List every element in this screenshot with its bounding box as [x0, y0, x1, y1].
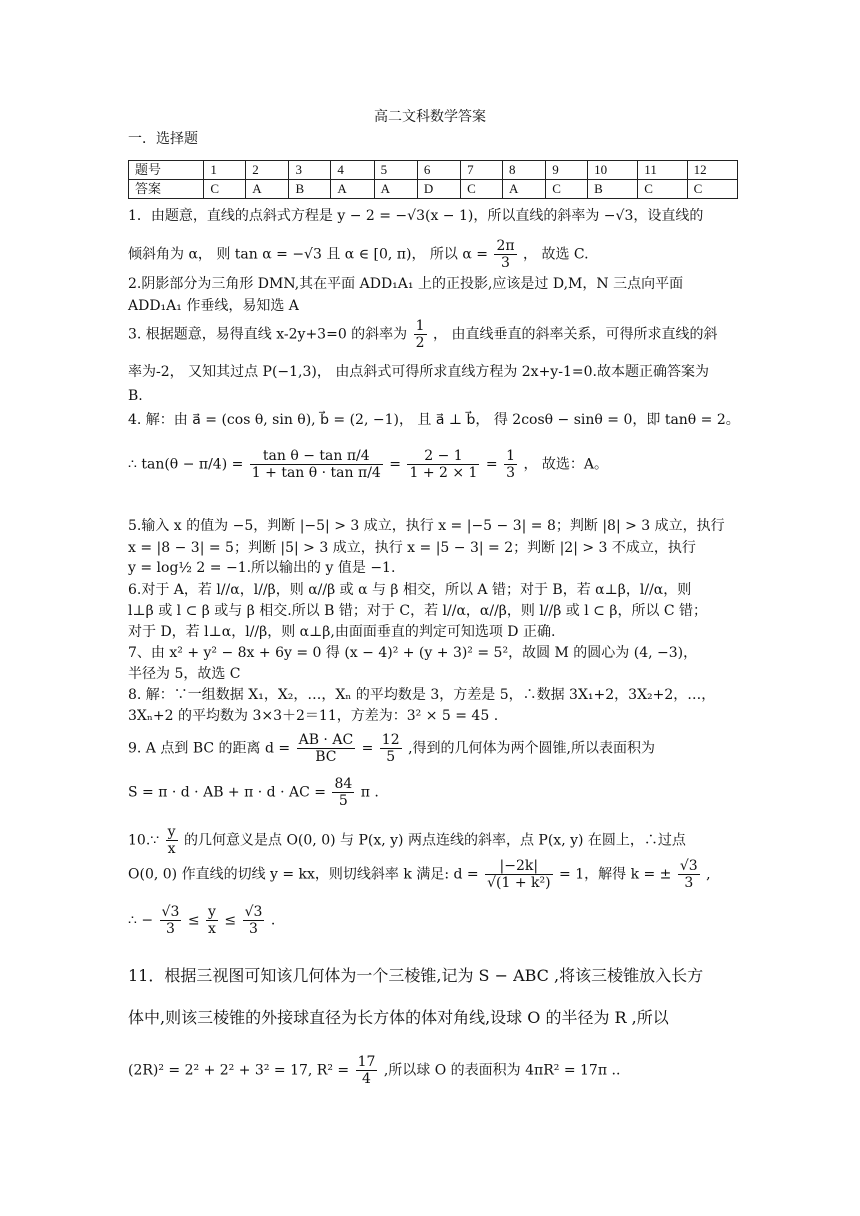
q9-line1	[128, 732, 740, 765]
q9-text: ,得到的几何体为两个圆锥,所以表面积为	[408, 740, 655, 757]
table-row-header	[129, 161, 738, 180]
table-cell: A	[246, 180, 289, 199]
fraction	[494, 238, 516, 271]
numerator: y	[208, 904, 216, 920]
numerator: |−2k|	[485, 858, 552, 875]
numerator: √3	[679, 858, 698, 874]
q11-line3	[128, 1054, 740, 1087]
table-cell: 8	[502, 161, 545, 180]
table-cell: 12	[687, 161, 737, 180]
table-cell: C	[687, 180, 737, 199]
q10-text: O(0, 0) 作直线的切线 y = kx，则切线斜率 k 满足: d =	[128, 866, 479, 883]
numerator: tan θ − tan π/4	[250, 448, 383, 465]
table-cell: A	[374, 180, 417, 199]
table-cell: 6	[417, 161, 460, 180]
numerator: √3	[244, 904, 263, 920]
q8-line1: 8. 解：∵一组数据 X₁，X₂，…，Xₙ 的平均数是 3，方差是 5，∴数据 3X₁+2，3X₂+2，…，	[128, 687, 716, 703]
denominator: 3	[506, 465, 516, 481]
table-cell: C	[638, 180, 687, 199]
q11-line2: 体中,则该三棱锥的外接球直径为长方体的体对角线,设球 O 的半径为 R ,所以	[128, 1008, 669, 1027]
table-cell: 1	[204, 161, 246, 180]
q11-text: (2R)² = 2² + 2² + 3² = 17, R² =	[128, 1062, 350, 1079]
page-title: 高二文科数学答案	[374, 109, 486, 125]
denominator: 3	[501, 255, 510, 271]
table-cell: 答案	[129, 180, 204, 199]
q4-text: =	[485, 456, 498, 473]
table-cell: C	[546, 180, 588, 199]
q10-text: ∴ −	[128, 912, 154, 929]
numerator: y	[167, 824, 176, 840]
table-cell: 2	[246, 161, 289, 180]
q3-line3: B.	[128, 388, 143, 404]
fraction	[160, 904, 182, 937]
q1-line2	[128, 238, 740, 271]
q11-text: ,所以球 O 的表面积为 4πR² = 17π ..	[383, 1062, 621, 1079]
q3-text: ， 由直线垂直的斜率关系，可得所求直线的斜	[433, 326, 718, 343]
fraction	[332, 776, 354, 809]
denominator: x	[208, 921, 216, 937]
q1-text: 倾斜角为 α， 则 tan α = −√3 且 α ∈ [0, π)， 所以 α =	[128, 246, 488, 263]
table-cell: 9	[546, 161, 588, 180]
q11-line1: 11．根据三视图可知该几何体为一个三棱锥,记为 S − ABC ,将该三棱锥放入长方	[128, 966, 704, 985]
q6-line2: l⊥β 或 l ⊂ β 或与 β 相交.所以 B 错；对于 C，若 l//α，α//β，则 l//β 或 l ⊂ β，所以 C 错；	[128, 603, 708, 619]
q9-text: S = π · d · AB + π · d · AC =	[128, 784, 326, 801]
q10-line1	[128, 824, 740, 857]
q3-line2: 率为-2， 又知其过点 P(−1,3)， 由点斜式可得所求直线方程为 2x+y-1=0.故本题正确答案为	[128, 364, 709, 380]
q10-text: ,	[706, 866, 711, 883]
numerator: 2π	[496, 238, 515, 254]
q4-text: =	[389, 456, 402, 473]
table-cell: 3	[289, 161, 331, 180]
q1-text: ， 故选 C.	[523, 246, 589, 263]
section-heading: 一．选择题	[128, 131, 198, 147]
fraction	[297, 732, 356, 765]
q10-text: 10.∵	[128, 832, 160, 849]
table-cell: A	[502, 180, 545, 199]
q7-line2: 半径为 5，故选 C	[128, 666, 241, 682]
numerator: 1	[415, 318, 425, 334]
q5-line3: y = log½ 2 = −1.所以输出的 y 值是 −1.	[128, 560, 396, 576]
q1-line1: 1．由题意，直线的点斜式方程是 y − 2 = −√3(x − 1)，所以直线的斜率为 −√3，设直线的	[128, 208, 704, 224]
denominator: √(1 + k²)	[487, 875, 551, 891]
q9-text: =	[361, 740, 374, 757]
table-cell: 题号	[129, 161, 204, 180]
denominator: 2	[415, 335, 425, 351]
q10-line2	[128, 858, 740, 891]
table-cell: B	[289, 180, 331, 199]
q3-line1	[128, 318, 740, 351]
q2-line2: ADD₁A₁ 作垂线，易知选 A	[128, 298, 299, 314]
table-cell: B	[588, 180, 638, 199]
fraction	[206, 904, 218, 937]
q4-text: ∴ tan(θ − π/4) =	[128, 456, 244, 473]
q4-line2	[128, 448, 740, 481]
numerator: 17	[357, 1054, 376, 1070]
table-cell: 10	[588, 161, 638, 180]
fraction	[485, 858, 552, 891]
table-cell: 4	[331, 161, 374, 180]
numerator: 2 − 1	[407, 448, 479, 465]
q3-text: 3. 根据题意，易得直线 x-2y+3=0 的斜率为	[128, 326, 408, 343]
q10-text: .	[270, 912, 276, 929]
numerator: √3	[161, 904, 180, 920]
table-row-answers	[129, 180, 738, 199]
answer-table	[128, 160, 738, 199]
denominator: x	[167, 841, 176, 857]
denominator: 3	[249, 921, 258, 937]
table-cell: D	[417, 180, 460, 199]
denominator: 4	[362, 1071, 371, 1087]
denominator: 3	[684, 875, 694, 891]
denominator: 3	[166, 921, 175, 937]
fraction	[380, 732, 402, 765]
q9-line2	[128, 776, 740, 809]
fraction	[166, 824, 178, 857]
denominator: 1 + tan θ · tan π/4	[251, 465, 381, 481]
fraction	[250, 448, 383, 481]
q5-line1: 5.输入 x 的值为 −5，判断 |−5| > 3 成立，执行 x = |−5 − 3| = 8；判断 |8| > 3 成立，执行	[128, 518, 725, 534]
q2-line1: 2.阴影部分为三角形 DMN,其在平面 ADD₁A₁ 上的正投影,应该是过 D,M，N 三点向平面	[128, 276, 684, 292]
q6-line1: 6.对于 A，若 l//α，l//β，则 α//β 或 α 与 β 相交，所以 A 错；对于 B，若 α⊥β，l//α，则	[128, 582, 692, 598]
numerator: 1	[506, 448, 516, 464]
fraction	[243, 904, 265, 937]
table-cell: 7	[461, 161, 503, 180]
numerator: 84	[334, 776, 353, 792]
numerator: 12	[381, 732, 400, 748]
q10-text: = 1，解得 k = ±	[559, 866, 672, 883]
q5-line2: x = |8 − 3| = 5；判断 |5| > 3 成立，执行 x = |5 − 3| = 2；判断 |2| > 3 不成立，执行	[128, 540, 696, 556]
q10-line3	[128, 904, 740, 937]
table-cell: 5	[374, 161, 417, 180]
q9-text: 9. A 点到 BC 的距离 d =	[128, 740, 291, 757]
q10-text: ≤	[224, 912, 237, 929]
denominator: BC	[315, 749, 337, 765]
fraction	[504, 448, 517, 481]
q4-line1: 4. 解：由 a⃗ = (cos θ, sin θ), b⃗ = (2, −1)， 且 a⃗ ⊥ b⃗， 得 2cosθ − sinθ = 0，即 tanθ = 2。	[128, 412, 740, 428]
q10-text: ≤	[187, 912, 200, 929]
numerator: AB · AC	[298, 732, 354, 748]
table-cell: C	[461, 180, 503, 199]
q6-line3: 对于 D，若 l⊥α，l//β，则 α⊥β,由面面垂直的判定可知选项 D 正确.	[128, 624, 556, 640]
q10-text: 的几何意义是点 O(0, 0) 与 P(x, y) 两点连线的斜率，点 P(x, y) 在圆上，∴过点	[184, 832, 686, 849]
table-cell: A	[331, 180, 374, 199]
fraction	[356, 1054, 378, 1087]
denominator: 5	[386, 749, 396, 765]
table-cell: 11	[638, 161, 687, 180]
q4-text: ， 故选：A。	[523, 456, 609, 473]
q9-text: π .	[360, 784, 379, 801]
q7-line1: 7、由 x² + y² − 8x + 6y = 0 得 (x − 4)² + (y + 3)² = 5²，故圆 M 的圆心为 (4, −3)，	[128, 645, 698, 661]
fraction	[414, 318, 427, 351]
fraction	[678, 858, 700, 891]
denominator: 5	[338, 793, 348, 809]
table-cell: C	[204, 180, 246, 199]
q8-line2: 3Xₙ+2 的平均数为 3×3＋2＝11，方差为：3² × 5 = 45 .	[128, 708, 499, 724]
denominator: 1 + 2 × 1	[409, 465, 478, 481]
fraction	[407, 448, 479, 481]
